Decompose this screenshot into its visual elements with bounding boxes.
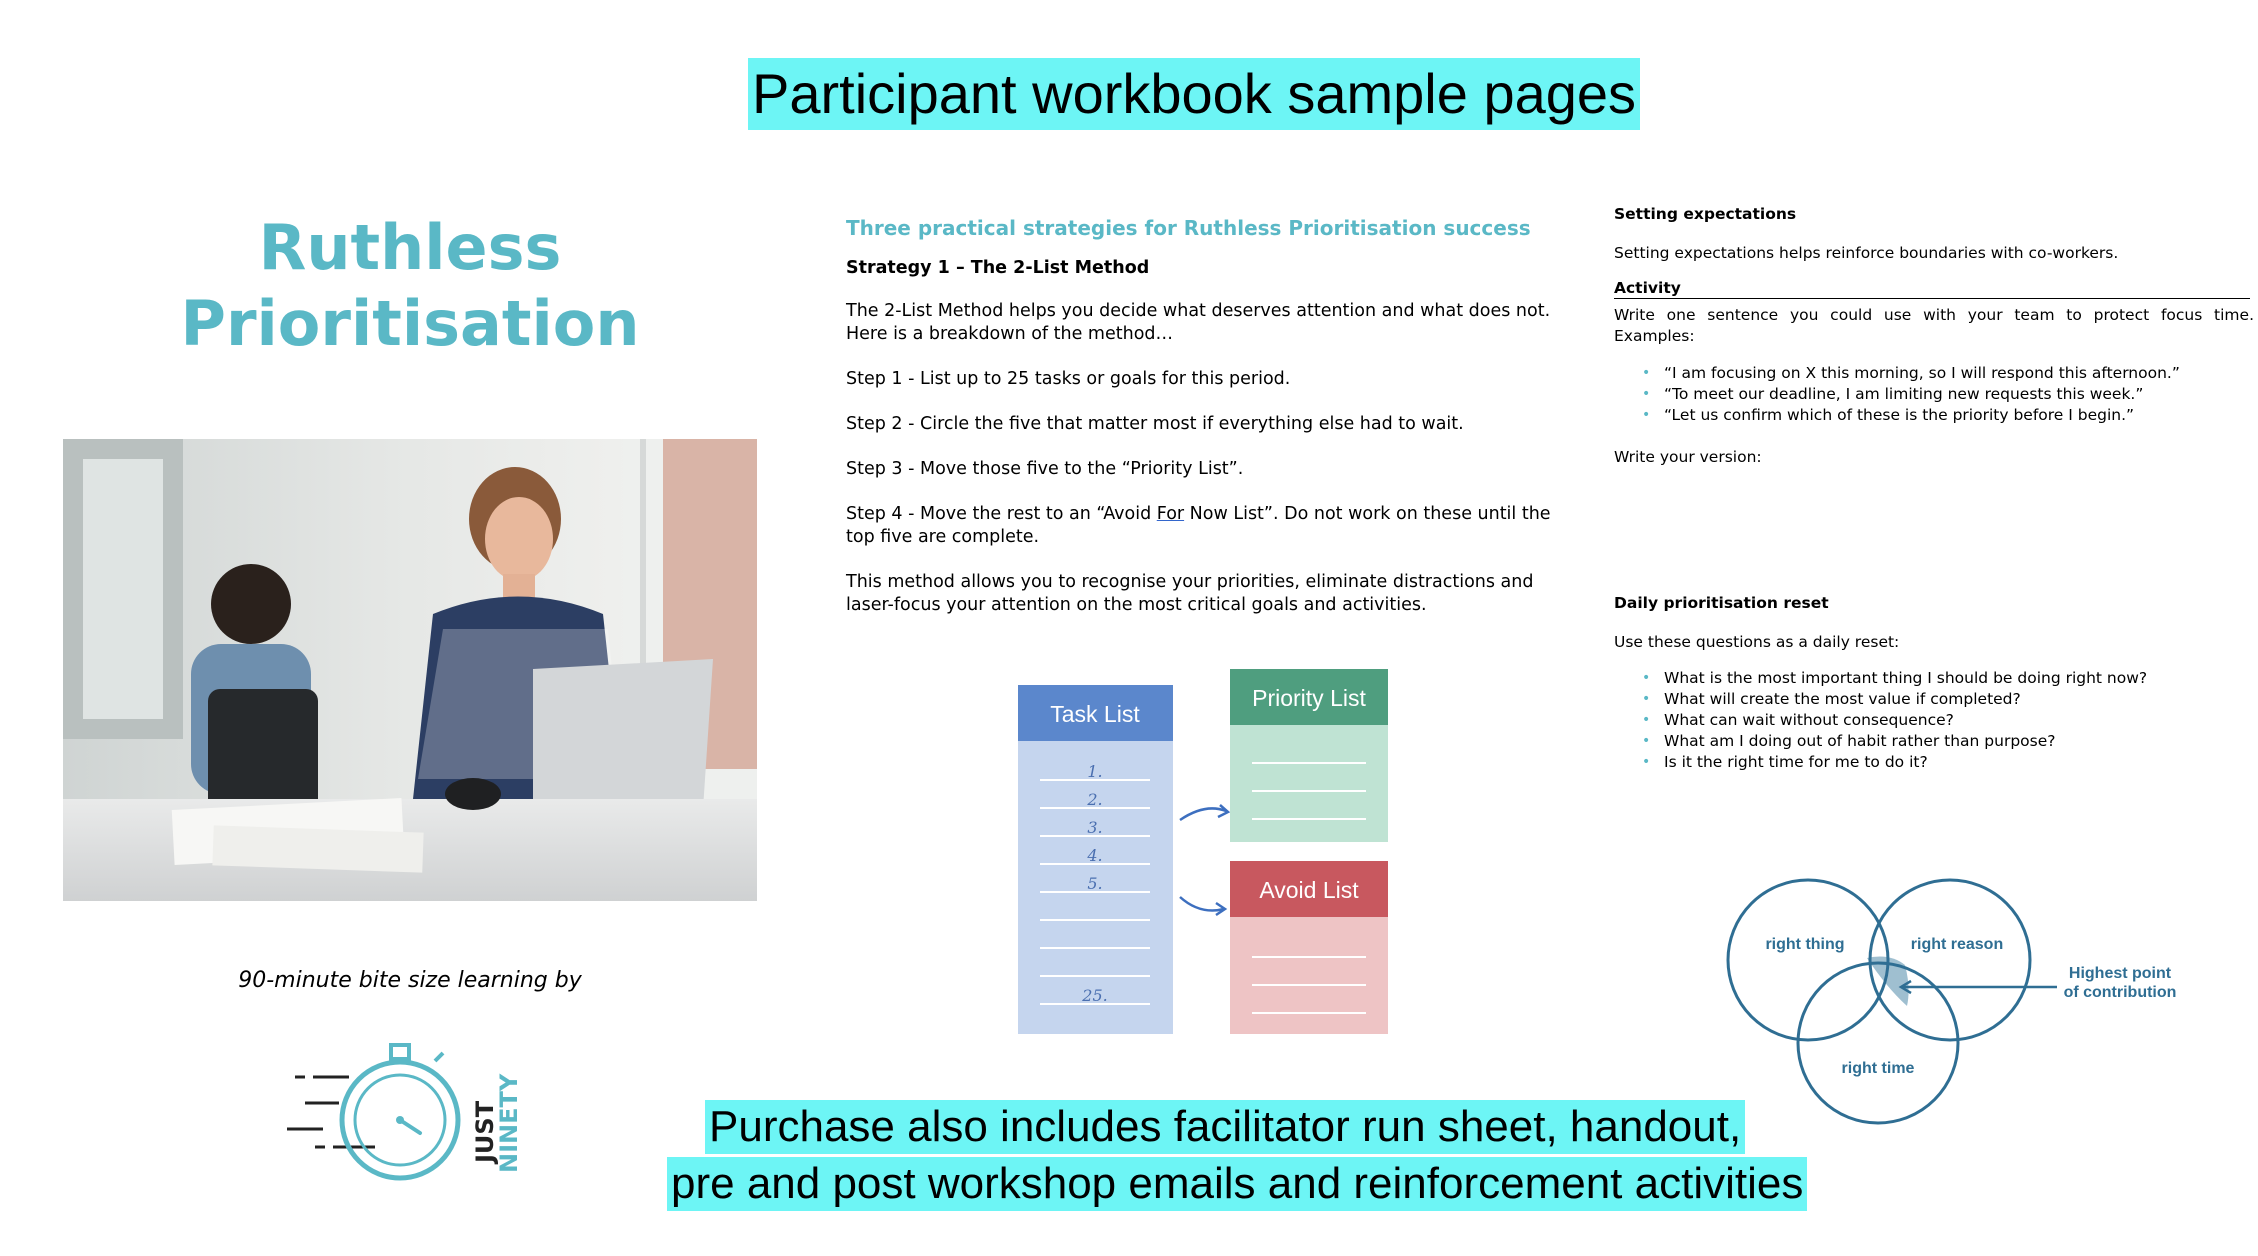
top-banner: Participant workbook sample pages	[748, 58, 1640, 130]
priority-list-title: Priority List	[1252, 685, 1366, 711]
two-list-diagram-svg	[1010, 665, 1400, 1045]
setting-expectations-text: Setting expectations helps reinforce boundaries with co-workers.	[1614, 244, 2119, 262]
cover-photo	[63, 439, 757, 901]
bottom-banner-line2: pre and post workshop emails and reinforcement activities	[667, 1157, 1807, 1211]
arrow-to-priority-icon	[1180, 808, 1226, 820]
step-4	[846, 503, 1551, 549]
step-4-part-a: Step 4 - Move the rest to an “Avoid	[846, 504, 1157, 524]
priority-list-body	[1230, 725, 1388, 842]
label-right-time: right time	[1841, 1060, 1915, 1077]
venn-diagram-svg	[1665, 803, 2205, 1128]
example-item: • “To meet our deadline, I am limiting new requests this week.”	[1636, 384, 2254, 405]
bottom-banner-line1: Purchase also includes facilitator run sheet, handout,	[705, 1100, 1745, 1154]
expectations-page	[1614, 205, 2254, 773]
two-list-diagram	[1010, 665, 1400, 1045]
question-item: • What am I doing out of habit rather than purpose?	[1636, 731, 2254, 752]
mid-page-heading: Three practical strategies for Ruthless Prioritisation success	[846, 216, 1531, 240]
activity-heading: Activity	[1614, 279, 2250, 299]
svg-text:JUST: JUST	[471, 1100, 499, 1163]
step-4-underlined-word: For	[1156, 504, 1185, 524]
step-2: Step 2 - Circle the five that matter most if everything else had to wait.	[846, 414, 1464, 434]
label-highest-line2: of contribution	[2063, 984, 2177, 1001]
avoid-list-body	[1230, 917, 1388, 1034]
circle-right-thing	[1728, 880, 1888, 1040]
label-highest-line1: Highest point	[2068, 965, 2172, 982]
cover-title-line1: Ruthless	[258, 211, 562, 284]
cover-title-line2: Prioritisation	[180, 287, 640, 360]
example-item: • “I am focusing on X this morning, so I will respond this afternoon.”	[1636, 363, 2254, 384]
examples-list	[1636, 363, 2254, 426]
task-number-1: 1.	[1087, 762, 1103, 781]
closing-paragraph: This method allows you to recognise your priorities, eliminate distractions and laser-focus your attention on the most critical goals and activities.	[846, 572, 1534, 615]
office-photo-illustration	[63, 439, 757, 901]
daily-reset-text: Use these questions as a daily reset:	[1614, 633, 1900, 651]
avoid-list-title: Avoid List	[1259, 877, 1359, 903]
stopwatch-logo-icon	[285, 1035, 545, 1185]
task-number-25: 25.	[1082, 986, 1108, 1005]
question-item: • Is it the right time for me to do it?	[1636, 752, 2254, 773]
cover-title	[90, 210, 730, 362]
label-right-thing: right thing	[1765, 936, 1845, 953]
question-item: • What can wait without consequence?	[1636, 710, 2254, 731]
daily-reset-heading: Daily prioritisation reset	[1614, 594, 1829, 612]
svg-text:NINETY: NINETY	[495, 1073, 523, 1173]
task-number-2: 2.	[1087, 790, 1103, 809]
task-number-4: 4.	[1087, 846, 1103, 865]
byline: 90-minute bite size learning by	[238, 968, 582, 993]
setting-expectations-heading: Setting expectations	[1614, 205, 1797, 223]
example-item: • “Let us confirm which of these is the priority before I begin.”	[1636, 405, 2254, 426]
intro-paragraph: The 2-List Method helps you decide what deserves attention and what does not. Here is a breakdown of the method…	[846, 301, 1551, 344]
activity-text: Write one sentence you could use with your team to protect focus time. Examples:	[1614, 306, 2254, 345]
just-ninety-logo	[285, 1035, 545, 1185]
write-version-label: Write your version:	[1614, 448, 1762, 466]
two-list-method-page	[846, 210, 1551, 617]
step-1: Step 1 - List up to 25 tasks or goals for this period.	[846, 369, 1291, 389]
task-number-5: 5.	[1087, 874, 1103, 893]
step-3: Step 3 - Move those five to the “Priority List”.	[846, 459, 1244, 479]
questions-list	[1636, 668, 2254, 773]
step-4-part-b: Now List”. Do not work on these until the top five are complete.	[846, 504, 1551, 547]
label-right-reason: right reason	[1910, 936, 2004, 953]
task-list-title: Task List	[1050, 701, 1140, 727]
question-item: • What is the most important thing I should be doing right now?	[1636, 668, 2254, 689]
venn-diagram	[1665, 803, 2205, 1128]
strategy-title: Strategy 1 – The 2-List Method	[846, 258, 1150, 278]
question-item: • What will create the most value if completed?	[1636, 689, 2254, 710]
task-number-3: 3.	[1087, 818, 1103, 837]
